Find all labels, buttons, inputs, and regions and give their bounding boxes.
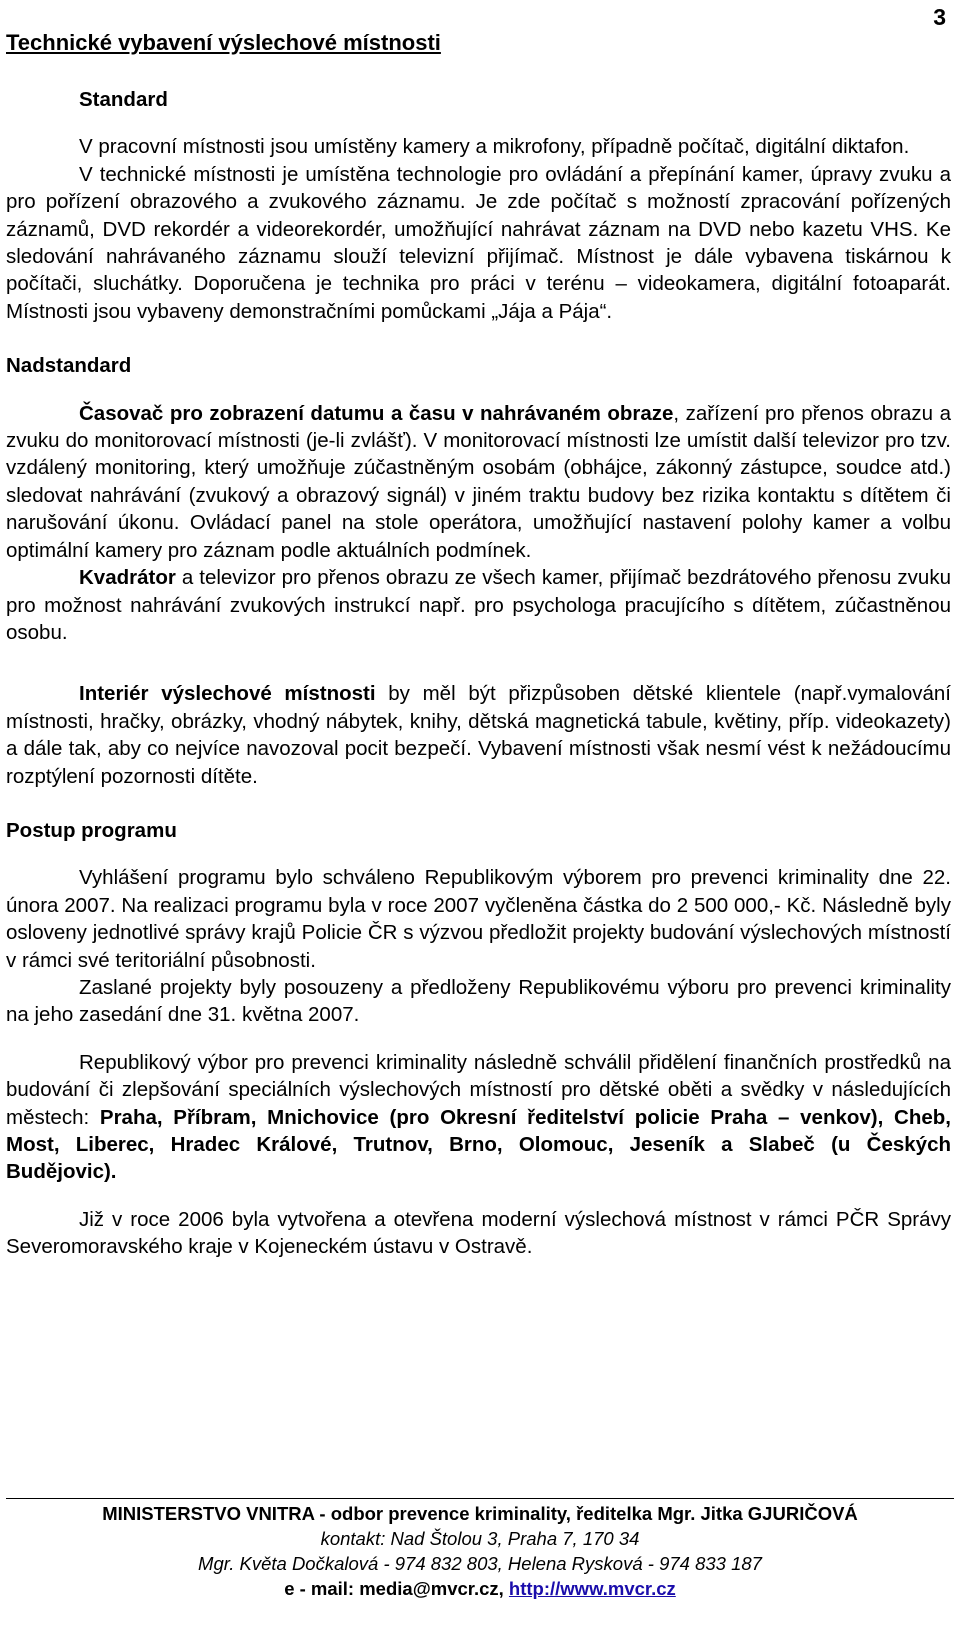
nadstandard-p2-bold: Kvadrátor: [79, 566, 176, 590]
nadstandard-heading: Nadstandard: [6, 354, 132, 378]
nadstandard-paragraph-1: [6, 400, 951, 564]
nadstandard-paragraph-2: [6, 564, 951, 646]
footer-email-line: [6, 1576, 954, 1601]
nadstandard-p3-text: by měl být přizpůsoben dětské klientele (např.vymalování místnosti, hračky, obrázky, vhodný nábytek, knihy, dětská magnetická tabule, květiny, příp. videokazety) a dále tak, aby co nejvíce navozoval pocit bezpečí. Vybavení místnosti však nesmí vést k nežádoucímu rozptýlení pozornosti dítěte.: [6, 682, 951, 788]
standard-paragraph-2: V technické místnosti je umístěna technologie pro ovládání a přepínání kamer, úpravy zvuku a pro pořízení obrazového a zvukového záznamu. Je zde počítač s možností zpracování pořízených záznamů, DVD rekordér a videorekordér, umožňující nahrávat záznam na DVD nebo kazetu VHS. Ke sledování nahrávaného záznamu slouží televizní přijímač. Místnost je dále vybavena tiskárnou k počítači, sluchátky. Doporučena je technika pro práci v terénu – videokamera, digitální fotoaparát. Místnosti jsou vybaveny demonstračními pomůckami „Jája a Pája“.: [6, 162, 951, 323]
page-number: 3: [933, 4, 946, 30]
nadstandard-p3-bold: Interiér výslechové místnosti: [79, 682, 376, 706]
footer-people: Mgr. Květa Dočkalová - 974 832 803, Helena Rysková - 974 833 187: [198, 1553, 762, 1574]
postup-paragraph-2: Zaslané projekty byly posouzeny a předloženy Republikovému výboru pro prevenci kriminality na jeho zasedání dne 31. května 2007.: [6, 975, 951, 1027]
document-page: [6, 0, 954, 1630]
nadstandard-p2-text: a televizor pro přenos obrazu ze všech kamer, přijímač bezdrátového přenosu zvuku pro možnost nahrávání zvukových instrukcí např. pro psychologa pracujícího s dítětem, zúčastněnou osobu.: [6, 566, 951, 644]
footer-website-link[interactable]: http://www.mvcr.cz: [508, 1578, 676, 1599]
footer-contact: kontakt: Nad Štolou 3, Praha 7, 170 34: [320, 1528, 640, 1549]
postup-paragraph-4: Již v roce 2006 byla vytvořena a otevřena moderní výslechová místnost v rámci PČR Správy Severomoravského kraje v Kojeneckém ústavu v Ostravě.: [6, 1207, 951, 1259]
postup-heading: Postup programu: [6, 818, 177, 842]
nadstandard-p1-text: , zařízení pro přenos obrazu a zvuku do monitorovací místnosti (je-li zvlášť). V monitorovací místnosti lze umístit další televizor pro tzv. vzdálený monitoring, který umožňuje zúčastněným osobám (obhájce, zákonný zástupce, soudce atd.) sledovat nahrávání (zvukový a obrazový signál) v jiném traktu budovy bez rizika kontaktu s dítětem či narušování úkonu. Ovládací panel na stole operátora, umožňující nastavení polohy kamer a volbu optimální kamery pro záznam podle aktuálních podmínek.: [6, 401, 951, 562]
standard-paragraph-1: V pracovní místnosti jsou umístěny kamery a mikrofony, případně počítač, digitální diktafon.: [79, 135, 910, 159]
document-body: [6, 86, 951, 1261]
page-footer: [6, 1498, 954, 1601]
nadstandard-paragraph-3: [6, 680, 951, 790]
page-title: Technické vybavení výslechové místnosti: [6, 30, 441, 55]
footer-ministry: MINISTERSTVO VNITRA - odbor prevence kriminality, ředitelka Mgr. Jitka GJURIČOVÁ: [102, 1503, 858, 1524]
postup-p3-text: Republikový výbor pro prevenci kriminality následně schválil přidělení finančních prostředků na budování či zlepšování speciálních výslechových místností pro dětské oběti a svědky v následujících městech:: [6, 1050, 951, 1129]
standard-heading: Standard: [79, 88, 168, 111]
footer-email: e - mail: media@mvcr.cz,: [284, 1578, 504, 1599]
postup-p3-cities: Praha, Příbram, Mnichovice (pro Okresní ředitelství policie Praha – venkov), Cheb, Most, Liberec, Hradec Králové, Trutnov, Brno, Olomouc, Jeseník a Slabeč (u Českých Budějovic).: [6, 1105, 951, 1184]
nadstandard-p1-bold: Časovač pro zobrazení datumu a času v nahrávaném obraze: [79, 401, 674, 425]
postup-paragraph-1: Vyhlášení programu bylo schváleno Republikovým výborem pro prevenci kriminality dne 22. února 2007. Na realizaci programu byla v roce 2007 vyčleněna částka do 2 500 000,- Kč. Následně byly osloveny jednotlivé správy krajů Policie ČR s výzvou předložit projekty budování výslechových místností v rámci své teritoriální působnosti.: [6, 866, 951, 972]
postup-paragraph-3: [6, 1049, 951, 1186]
